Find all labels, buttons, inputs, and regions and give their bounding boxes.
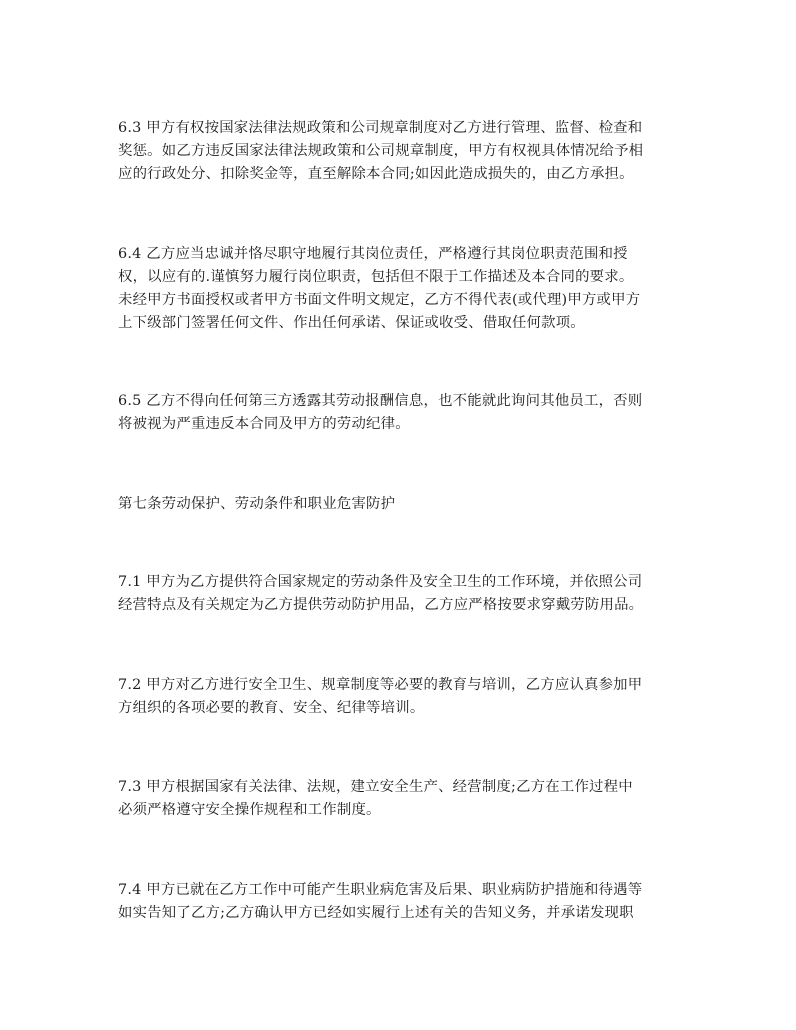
paragraph-line: 未经甲方书面授权或者甲方书面文件明文规定，乙方不得代表(或代理)甲方或甲方 — [118, 292, 641, 308]
heading-line: 第七条劳动保护、劳动条件和职业危害防护 — [118, 496, 396, 512]
paragraph-line: 7.3 甲方根据国家有关法律、法规，建立安全生产、经营制度;乙方在工作过程中 — [118, 779, 633, 795]
paragraph-line: 上下级部门签署任何文件、作出任何承诺、保证或收受、借取任何款项。 — [118, 315, 585, 331]
paragraph-line: 必须严格遵守安全操作规程和工作制度。 — [118, 802, 381, 818]
article-7-heading — [118, 493, 680, 516]
paragraph-line: 7.1 甲方为乙方提供符合国家规定的劳动条件及安全卫生的工作环境，并依照公司 — [118, 574, 643, 590]
paragraph-7-1 — [118, 571, 680, 617]
paragraph-line: 经营特点及有关规定为乙方提供劳动防护用品，乙方应严格按要求穿戴劳防用品。 — [118, 597, 644, 613]
paragraph-line: 将被视为严重违反本合同及甲方的劳动纪律。 — [118, 416, 410, 432]
paragraph-line: 方组织的各项必要的教育、安全、纪律等培训。 — [118, 700, 425, 716]
paragraph-line: 奖惩。如乙方违反国家法律法规政策和公司规章制度，甲方有权视具体情况给予相 — [118, 143, 644, 159]
paragraph-line: 7.4 甲方已就在乙方工作中可能产生职业病危害及后果、职业病防护措施和待遇等 — [118, 882, 643, 898]
paragraph-7-2 — [118, 674, 680, 720]
paragraph-line: 权，以应有的.谨慎努力履行岗位职责，包括但不限于工作描述及本合同的要求。 — [118, 269, 634, 285]
paragraph-6-5 — [118, 390, 680, 436]
paragraph-line: 6.3 甲方有权按国家法律法规政策和公司规章制度对乙方进行管理、监督、检查和 — [118, 120, 643, 136]
paragraph-6-3 — [118, 117, 680, 186]
paragraph-7-4 — [118, 879, 680, 925]
paragraph-6-4 — [118, 243, 680, 335]
paragraph-7-3 — [118, 776, 680, 822]
paragraph-line: 应的行政处分、扣除奖金等，直至解除本合同;如因此造成损失的，由乙方承担。 — [118, 166, 634, 182]
paragraph-line: 6.4 乙方应当忠诚并恪尽职守地履行其岗位责任，严格遵行其岗位职责范围和授 — [118, 246, 628, 262]
paragraph-line: 如实告知了乙方;乙方确认甲方已经如实履行上述有关的告知义务，并承诺发现职 — [118, 905, 634, 921]
paragraph-line: 6.5 乙方不得向任何第三方透露其劳动报酬信息，也不能就此询问其他员工，否则 — [118, 393, 643, 409]
paragraph-line: 7.2 甲方对乙方进行安全卫生、规章制度等必要的教育与培训，乙方应认真参加甲 — [118, 677, 643, 693]
